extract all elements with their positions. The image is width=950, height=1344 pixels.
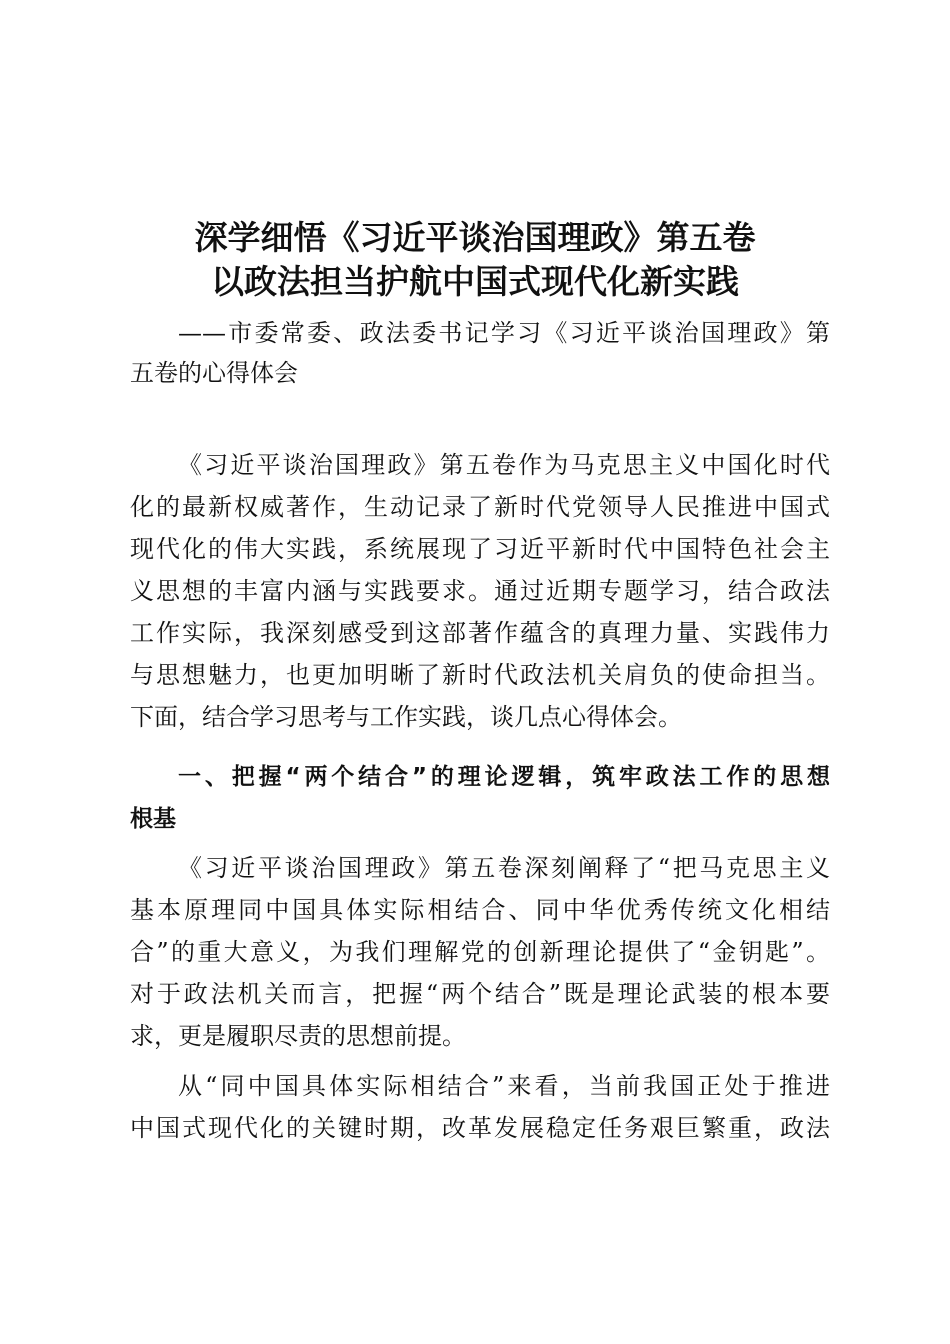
paragraph-line: 基本原理同中国具体实际相结合、同中华优秀传统文化相结 <box>130 896 830 924</box>
title-line-2: 以政法担当护航中国式现代化新实践 <box>211 262 739 301</box>
title-line-1: 深学细悟《习近平谈治国理政》第五卷 <box>194 218 756 257</box>
paragraph-line: 下面，结合学习思考与工作实践，谈几点心得体会。 <box>130 703 682 731</box>
paragraph-line: 对于政法机关而言，把握“两个结合”既是理论武装的根本要 <box>130 980 830 1008</box>
section-heading-line: 一、把握“两个结合”的理论逻辑，筑牢政法工作的思想 <box>178 764 830 790</box>
paragraph-line: 现代化的伟大实践，系统展现了习近平新时代中国特色社会主 <box>130 535 830 563</box>
paragraph-line: 合”的重大意义，为我们理解党的创新理论提供了“金钥匙”。 <box>130 938 830 966</box>
paragraph-line: 《习近平谈治国理政》第五卷作为马克思主义中国化时代 <box>178 451 830 479</box>
paragraph-line: 求，更是履职尽责的思想前提。 <box>130 1022 466 1050</box>
section-heading-line: 根基 <box>130 806 176 832</box>
subtitle-line-2: 五卷的心得体会 <box>130 359 298 387</box>
paragraph-line: 化的最新权威著作，生动记录了新时代党领导人民推进中国式 <box>130 493 830 521</box>
paragraph-line: 《习近平谈治国理政》第五卷深刻阐释了“把马克思主义 <box>178 854 830 882</box>
paragraph-line: 义思想的丰富内涵与实践要求。通过近期专题学习，结合政法 <box>130 577 830 605</box>
subtitle-line-1: ——市委常委、政法委书记学习《习近平谈治国理政》第 <box>178 319 830 347</box>
paragraph-line: 中国式现代化的关键时期，改革发展稳定任务艰巨繁重，政法 <box>130 1114 830 1142</box>
paragraph-line: 工作实际，我深刻感受到这部著作蕴含的真理力量、实践伟力 <box>130 619 830 647</box>
paragraph-line: 从“同中国具体实际相结合”来看，当前我国正处于推进 <box>178 1072 830 1100</box>
paragraph-line: 与思想魅力，也更加明晰了新时代政法机关肩负的使命担当。 <box>130 661 830 689</box>
